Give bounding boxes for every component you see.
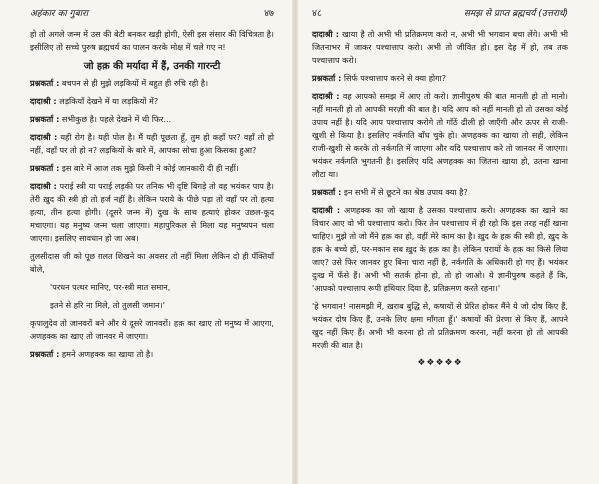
dialogue-paragraph [30,131,274,157]
dialogue-paragraph [312,28,568,67]
speaker-label: प्रश्नकर्ता : [30,163,60,173]
dialogue-paragraph [30,162,274,175]
dialogue-text: इन सभी में से छूटने का श्रेष्ठ उपाय क्या है? [341,187,468,197]
dialogue-paragraph [30,113,274,126]
dialogue-text: अणहक्क का जो खाया है उसका पश्चात्ताप करो। अणहक्क का खाने का विचार आए वो भी पश्चात्ताप करो। फिर तेन पश्चात्ताप में ही रहो कि इस तरह नहीं खाना चाहिए। मुझे तो जो मैंने हक़ का हो, वहीं मेरे काम का है। ख़ुद के हक़ की स्त्री हो, ख़ुद के हक़ के बच्चे हों, पर-मकान सब ख़ुद के हक़ का है। लेकिन परायों के हक़ का किसे लिया जाए? उसे फिर जानवर हुए बिना चारा नहीं है, नर्कगति के अधिकारी हो गए हैं। भयंकर दुःख में फँसे हैं। अभी भी सतर्क होना हो, तो हो जाओ। ये ज्ञानीपुरुष कहते हैं कि, 'आपको पश्चात्ताप रूपी हथियार दिया है, प्रतिक्रमण करते रहना।' [312,205,568,293]
speaker-label: प्रश्नकर्ता : [30,78,60,88]
speaker-label: प्रश्नकर्ता : [30,114,60,124]
left-running-title: अहंकार का गुबारा [30,9,89,19]
prayer-paragraph: 'हे भगवान! नासमझी में, ख़राब बुद्धि से, कषायों से प्रेरित होकर मैंने ये जो दोष किए हैं, भयंकर दोष किए हैं, उनके लिए क्षमा माँगता हूँ।' कषायों की प्रेरणा से किए हैं, आपने खुद नहीं किए हैं। अभी भी करना हो तो प्रतिक्रमण करना, नहीं करना हो तो आपकी मरज़ी की बात है। [312,301,568,350]
speaker-label: दादाश्री : [312,91,340,101]
right-running-title: समझ से प्राप्त ब्रह्मचर्य (उत्तरार्ध) [463,9,568,19]
right-page-number: ४८ [312,8,322,19]
speaker-label: दादाश्री : [30,132,58,142]
section-ornament: ❖❖❖❖❖ [417,358,463,368]
dialogue-text: लड़कियाँ देखने में या लड़कियों में? [56,96,159,106]
book-gutter [292,0,298,484]
speaker-label: प्रश्नकर्ता : [312,187,342,197]
left-page-number: ४७ [264,8,274,19]
speaker-label: प्रश्नकर्ता : [30,349,60,359]
left-page [0,0,288,484]
dialogue-paragraph [30,180,274,245]
left-page-header [30,6,274,18]
speaker-label: दादाश्री : [312,205,341,215]
quote-line: 'परधन पत्थर मानिए, पर-स्त्री मात समान, [50,282,171,292]
dialogue-paragraph [30,95,274,108]
dialogue-paragraph [312,204,568,295]
dialogue-paragraph [312,90,568,181]
dialogue-text: बचपन से ही मुझे लड़कियों में बहुत ही रुचि रही है। [59,78,209,88]
right-page-header [312,6,568,18]
dialogue-text: इस बारे में आज तक मुझे किसी ने कोई जानकारी दी ही नहीं। [59,163,239,173]
speaker-label: दादाश्री : [312,29,340,39]
dialogue-text: वह आपको समझ में आए तो करो। ज्ञानीपुरुष की बात मानती हो तो मानो। नहीं मानती हो तो आपकी मरज़ी की बात है। यदि आप को नहीं मानती हो तो उसका कोई उपाय नहीं है। यदि आप पश्चात्ताप करोगे तो गाँठें ढीली हो जाएँगी और ऊपर से राजी-खुशी से किया है। इसलिए नर्कगति बाँध चुके हो। अणहक्क का खाया तो सही, लेकिन राजी-खुशी से करके तो नर्कगति में जाएगा और यदि पश्चात्ताप करे तो जानवर में जाएगा। भयंकर नर्कगति भुगतनी है। इसलिए यदि अणहक्क का जितना खाया हो, उतना खाना लौटा या। [312,91,568,179]
dialogue-paragraph [312,72,568,85]
dialogue-text: पराई स्त्री या पराई लड़की पर तनिक भी दृष्टि बिगड़े तो वह भयंकर पाप है। तेरी ख़ुद की स्त्री हो तो हर्ज नहीं है। लेकिन पराये के पीछे पड़ा तो वहाँ पर तो हत्या हत्या, तीन हत्या होगी। (दूसरे जन्म में) दुख के साथ हत्याएं होकर उछल-कूद मचाएगा। यह मनुष्य जन्म चला जाएगा। महापुरिकल से मिला यह मनुष्यपन चला जाएगा। इसलिए सावधान हो जा अब। [30,181,274,243]
section-subheading: जो हक़ की मर्यादा में हैं, उनकी गारन्टी [83,61,221,72]
dialogue-text: हमने अणहक्क का खाया तो है। [59,349,154,359]
dialogue-paragraph [30,348,274,361]
dialogue-paragraph [30,77,274,90]
dialogue-text: सभीकुछ है। पहले देखने में थी फिर... [59,114,172,124]
right-page [300,0,588,484]
speaker-label: दादाश्री : [30,181,57,191]
quote-line: इतने से हरि ना मिले, तो तुलसी जमान।' [50,300,165,310]
speaker-label: प्रश्नकर्ता : [312,73,342,83]
dialogue-text: सिर्फ पश्चात्ताप करने से क्या होगा? [341,73,447,83]
dialogue-paragraph [30,317,274,343]
left-intro-paragraph: हो तो अगले जन्म में उस की बेटी बनकर खड़ी होगी, ऐसी इस संसार की विचित्रता है। इसीलिए तो सच्चे पुरुष ब्रह्मचर्य का पालन करके मोक्ष में चले गए न! [30,29,274,52]
dialogue-paragraph [312,186,568,199]
dialogue-text: यही रोग है। यही पोल है। मैं यही पूछता हूँ, तुम हो कहाँ पर? वहाँ तो हो नहीं, वहाँ पर तो हो न? लड़कियों के बारे में, आपका सोचा हुआ किसका हुआ? [30,132,274,155]
dialogue-text: कृपालुदेव तो जानवरों बने और ये दूसरे जानवरों। हक़ का खाए तो मनुष्य में आएगा, अणहक्क का खाए तो जानवर में जाएगा। [30,318,274,341]
dialogue-text: तुलसीदास जी को पूछ ग़लत शिखने का अवसर तो नहीं मिला लेकिन दो ही पँक्तियाँ बोले, [30,251,274,274]
dialogue-text: खाया है तो अभी भी प्रतिक्रमण करो न, अभी भी भगवान बचा लेंगे। अभी भी जितनाभर में जाकर पश्चात्ताप करो। अभी तो जीवित हो। इस देह में हो, तब तक पश्चात्ताप करो। [312,29,568,65]
speaker-label: दादाश्री : [30,96,57,106]
dialogue-paragraph [30,250,274,276]
